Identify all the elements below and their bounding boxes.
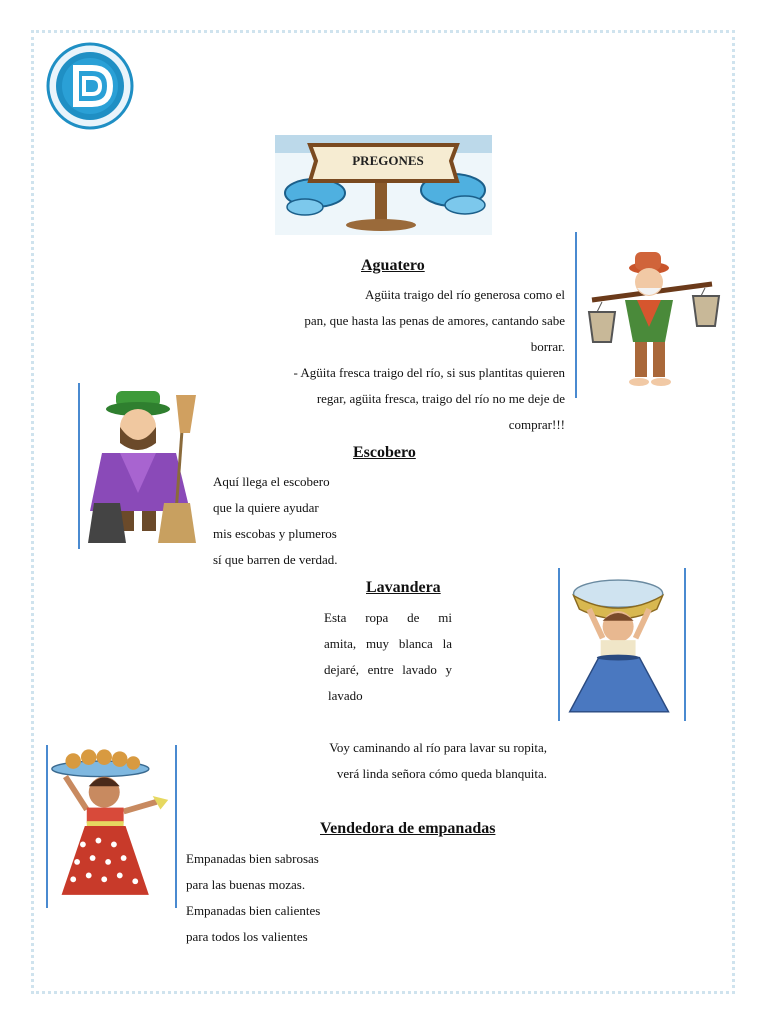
text-line: regar, agüita fresca, traigo del río no me deje de bbox=[316, 391, 565, 406]
text-line: dejaré, entre lavado y bbox=[324, 662, 452, 677]
text-line: Empanadas bien calientes bbox=[186, 903, 321, 918]
text-line: Voy caminando al río para lavar su ropita, bbox=[329, 740, 547, 755]
aguatero-illustration bbox=[575, 232, 723, 398]
lavandera-text bbox=[324, 605, 452, 683]
text-line: amita, muy blanca la bbox=[324, 636, 452, 651]
school-logo bbox=[46, 42, 134, 130]
text-line: verá linda señora cómo queda blanquita. bbox=[336, 766, 547, 781]
text-line: - Agüita fresca traigo del río, si sus plantitas quieren bbox=[293, 365, 565, 380]
section-title-vendedora: Vendedora de empanadas bbox=[320, 820, 496, 837]
text-line: Aquí llega el escobero bbox=[213, 474, 330, 489]
section-title-lavandera: Lavandera bbox=[366, 579, 441, 596]
text-line: que la quiere ayudar bbox=[213, 500, 319, 515]
escobero-illustration bbox=[78, 383, 207, 549]
escobero-text bbox=[213, 469, 338, 573]
text-line: sí que barren de verdad. bbox=[213, 552, 338, 567]
text-line: comprar!!! bbox=[508, 417, 565, 432]
lavandera-illustration bbox=[558, 568, 686, 721]
vendedora-illustration bbox=[46, 745, 177, 908]
lavandera-verse-2 bbox=[280, 735, 547, 787]
text-line: borrar. bbox=[530, 339, 565, 354]
aguatero-text bbox=[240, 282, 565, 438]
text-line: para las buenas mozas. bbox=[186, 877, 306, 892]
text-line: Empanadas bien sabrosas bbox=[186, 851, 319, 866]
pregones-sign bbox=[275, 135, 492, 235]
text-line: lavado bbox=[328, 688, 363, 703]
section-title-aguatero: Aguatero bbox=[361, 257, 425, 274]
text-line: pan, que hasta las penas de amores, cantando sabe bbox=[304, 313, 565, 328]
text-line: para todos los valientes bbox=[186, 929, 308, 944]
banner-title: PREGONES bbox=[352, 153, 424, 168]
text-line: Esta ropa de mi bbox=[324, 610, 452, 625]
section-title-escobero: Escobero bbox=[353, 444, 416, 461]
text-line: Agüita traigo del río generosa como el bbox=[365, 287, 565, 302]
text-line: mis escobas y plumeros bbox=[213, 526, 337, 541]
vendedora-text bbox=[186, 846, 320, 950]
lavandera-last-line bbox=[328, 683, 363, 709]
